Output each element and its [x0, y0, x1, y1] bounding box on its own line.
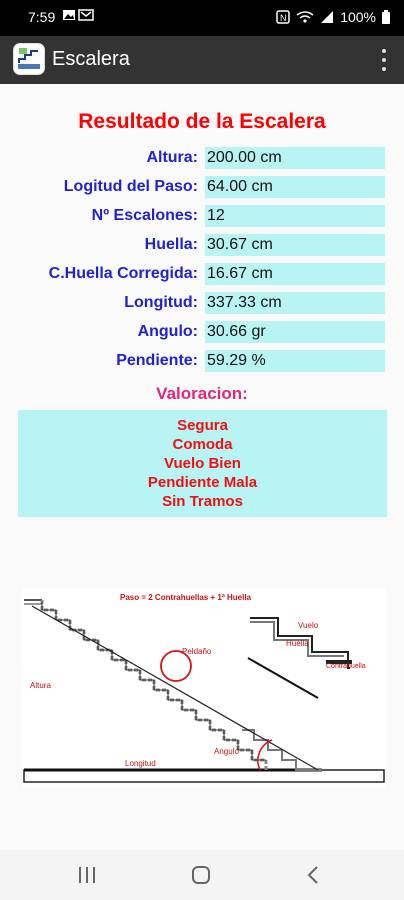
signal-icon [320, 10, 334, 24]
altura-diagram-label: Altura [30, 681, 51, 690]
row-huella-corregida [0, 263, 404, 287]
nfc-icon [276, 10, 290, 24]
system-icons [276, 9, 390, 25]
longitud-diagram-label: Longitud [125, 759, 156, 768]
escalones-value: 12 [205, 205, 385, 227]
row-pendiente [0, 350, 404, 374]
row-angulo [0, 321, 404, 345]
row-altura [0, 147, 404, 171]
contrahuella-label: Contrahuella [326, 663, 366, 670]
app-title: Escalera [52, 48, 130, 70]
recent-apps-icon[interactable] [77, 866, 97, 884]
escalones-label: Nº Escalones: [91, 207, 198, 224]
pendiente-value: 59.29 % [205, 350, 385, 372]
valoracion-item: Pendiente Mala [147, 474, 258, 491]
huella-label: Huella: [144, 236, 198, 253]
status-time: 7:59 [28, 9, 56, 25]
huella-corregida-label: C.Huella Corregida: [48, 265, 198, 282]
notification-icons [62, 9, 96, 24]
altura-label: Altura: [146, 149, 198, 166]
valoracion-item: Comoda [172, 436, 233, 453]
battery-icon [382, 10, 390, 24]
angulo-label: Angulo: [137, 323, 198, 340]
valoracion-item: Sin Tramos [162, 493, 243, 510]
angulo-diagram-label: Angulo [214, 747, 239, 756]
formula-label: Paso = 2 Contrahuellas + 1ª Huella [120, 593, 252, 602]
overflow-menu-icon[interactable] [374, 46, 394, 74]
longitud-paso-label: Logitud del Paso: [63, 178, 198, 195]
angulo-value: 30.66 gr [205, 321, 385, 343]
longitud-paso-value: 64.00 cm [205, 176, 385, 198]
pendiente-label: Pendiente: [116, 352, 198, 369]
row-longitud [0, 292, 404, 316]
navigation-bar [0, 850, 404, 900]
altura-value: 200.00 cm [205, 147, 385, 169]
wifi-icon [296, 10, 314, 24]
valoracion-item: Vuelo Bien [164, 455, 241, 472]
valoracion-box [18, 410, 387, 517]
huella-value: 30.67 cm [205, 234, 385, 256]
battery-text: 100% [340, 9, 376, 25]
gallery-icon [62, 9, 96, 21]
home-icon[interactable] [191, 866, 211, 884]
content-area [0, 84, 404, 850]
status-bar [0, 0, 404, 36]
row-escalones [0, 205, 404, 229]
vuelo-label: Vuelo [298, 621, 319, 630]
longitud-value: 337.33 cm [205, 292, 385, 314]
valoracion-item: Segura [177, 417, 228, 434]
svg-text:N: N [280, 13, 287, 23]
stair-diagram [22, 588, 386, 788]
app-logo-icon [13, 43, 45, 75]
longitud-label: Longitud: [124, 294, 198, 311]
peldano-label: Peldaño [182, 647, 212, 656]
row-huella [0, 234, 404, 258]
row-longitud-paso [0, 176, 404, 200]
valoracion-heading: Valoracion: [156, 384, 248, 403]
huella-corregida-value: 16.67 cm [205, 263, 385, 285]
result-title: Resultado de la Escalera [78, 110, 326, 133]
huella-diagram-label: Huella [286, 639, 309, 648]
back-icon[interactable] [306, 865, 320, 885]
